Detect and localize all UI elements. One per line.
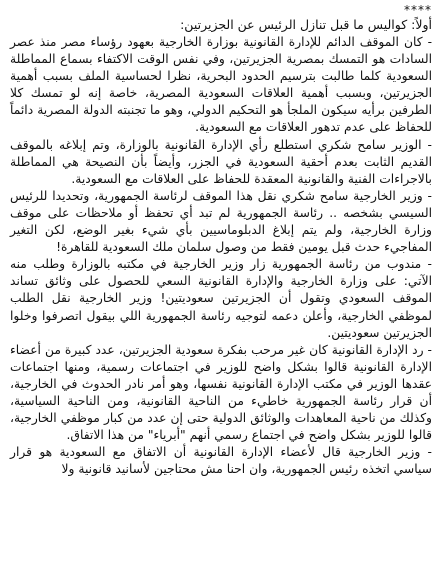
section-heading: أولاً: كواليس ما قبل تنازل الرئيس عن الجزيرتين: (180, 17, 432, 32)
paragraph: - وزير الخارجية قال لأعضاء الإدارة القانونية أن الاتفاق مع السعودية هو قرار سياسي اتخذه رئيس الجمهورية، وان احنا مش محتاجين لأسانيد قانونية ولا (10, 445, 432, 477)
section-separator: **** (404, 3, 432, 17)
paragraph: - كان الموقف الدائم للإدارة القانونية بوزارة الخارجية بعهود رؤساء مصر منذ عصر السادات هو التمسك بمصرية الجزيرتين، وفي نفس الوقت الاكتفاء بسماع المماطلة السعودية كلما طالبت بترسيم الحدود البحرية، نظرا لحساسية الملف بسبب أهمية الجزيرتين، وبسبب أهمية العلاقات السعودية المصرية، خاصة إنه لو تمسك كلا الطرفين برأيه سيكون الملجأ هو التحكيم الدولي، وهو ما تجنبته الدولة المصرية دائماً للحفاظ على عدم تدهور العلاقات مع السعودية. (10, 35, 432, 135)
paragraph: - مندوب من رئاسة الجمهورية زار وزير الخارجية في مكتبه بالوزارة وطلب منه الآتي: على وزارة الخارجية والإدارة القانونية السعي للحصول على وثائق تساند الموقف السعودي وتقول أن الجزيرتين سعوديتين! وزير الخارجية نقل الطلب لموظفي الخارجية، وأعلن دعمه لتوجيه رئاسة الجمهورية اللي بيقول اتصرفوا وخلوا الجزيرتين سعوديتين. (10, 257, 432, 340)
paragraph: - رد الإدارة القانونية كان غير مرحب بفكرة سعودية الجزيرتين، عدد كبيرة من أعضاء الإدارة القانونية قالوا بشكل واضح للوزير في اجتماعات رسمية، ومنها اجتماعات عقدها الوزير في مكتب الإدارة القانونية نفسها، وهو أمر نادر الحدوث في الخارجية، أن قرار رئاسة الجمهورية خاطيء من الناحية القانونية، ومن الناحية السياسية، وكذلك من ناحية المعاهدات والوثائق الدولية حتى إن عدد من كبار موظفي الخارجية، قالوا للوزير بشكل واضح في اجتماع رسمي أنهم "أبرياء" من هذا الاتفاق. (10, 342, 432, 443)
paragraph: - الوزير سامح شكري استطلع رأي الإدارة القانونية بالوزارة، وتم إبلاغه بالموقف القديم الثابت بعدم أحقية السعودية في الجزر، وأيضاً بأن النصيحة هي المماطلة بالاجراءات الفنية والقانونية المعقدة للحفاظ على العلاقات مع السعودية. (10, 137, 432, 186)
paragraph: - وزير الخارجية سامح شكري نقل هذا الموقف لرئاسة الجمهورية، وتحديدا للرئيس السيسي بشخصه .. رئاسة الجمهورية لم تبد أي تحفظ أو ملاحظات على موقف وزارة الخارجية، ولم يتم إبلاغ الدبلوماسيين بأي شيء بغير الوضع، لكن التغير المفاجيء حدث قبل يومين فقط من وصول سلمان ملك السعودية للقاهرة! (10, 188, 432, 255)
